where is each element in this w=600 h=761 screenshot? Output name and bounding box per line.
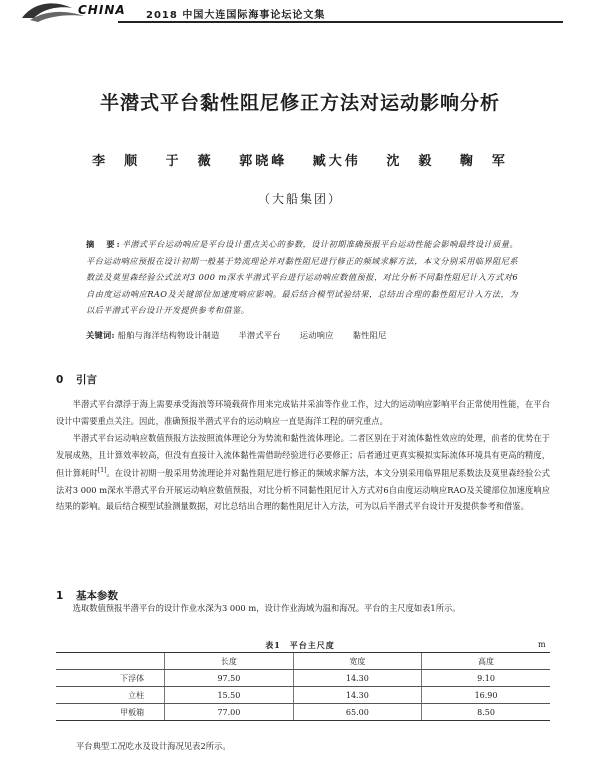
- section-number: 1: [56, 590, 64, 602]
- keywords: [86, 330, 536, 341]
- table-cell: 65.00: [293, 704, 421, 721]
- paper-title: 半潜式平台黏性阻尼修正方法对运动影响分析: [99, 92, 500, 114]
- table-cell: 9.10: [422, 670, 550, 687]
- keyword: 船舶与海洋结构物设计制造: [117, 330, 220, 340]
- params-paragraph: 选取数值预报半潜平台的设计作业水深为3 000 m，设计作业海域为温和海况。平台的主尺度如表1所示。: [72, 603, 461, 613]
- keywords-label: 关键词:: [86, 330, 115, 340]
- abstract: [86, 236, 518, 319]
- header-rule: [118, 21, 563, 23]
- table-header-row: [56, 653, 550, 670]
- table-header-cell: 高度: [422, 653, 550, 670]
- section-title: 引言: [76, 374, 97, 386]
- author-list: [0, 150, 600, 169]
- intro-paragraph-2-text: 半潜式平台运动响应数值预报方法按照流体理论分为势流和黏性流体理论。二者区别在于对流体黏性效应的处理，前者的优势在于发展成熟，且计算效率较高，但没有直接计入流体黏性需借助经验进行必要修正；后者通过更真实模拟实际流体环境具有更高的精度，但计算耗时: [56, 433, 550, 478]
- author: 沈 毅: [386, 154, 435, 169]
- table-header-cell: 宽度: [293, 653, 421, 670]
- table-cell: 14.30: [293, 687, 421, 704]
- table-cell: 14.30: [293, 670, 421, 687]
- table-cell-name: 下浮体: [56, 670, 165, 687]
- author: 李 顺: [92, 154, 141, 169]
- keyword: 黏性阻尼: [352, 330, 387, 340]
- table-row: [56, 704, 550, 721]
- intro-paragraph-2: [56, 430, 550, 515]
- table-cell: 8.50: [422, 704, 550, 721]
- table-header-cell: [56, 653, 165, 670]
- citation-ref: [1]: [97, 467, 107, 475]
- abstract-label: 摘 要:: [86, 239, 122, 249]
- abstract-text: 半潜式平台运动响应是平台设计重点关心的参数，设计初期准确预报平台运动性能会影响最终设计质量。平台运动响应预报在设计初期一般基于势流理论并对黏性阻尼进行修正的频域求解方法，本文分别采用临界阻尼系数法及莫里森经验公式法对3 000 m深水半潜式平台进行运动响应数值预报，对比分析不同黏性阻尼计入方式对6自由度运动响应RAO及关键部位加速度响应影响。最后结合模型试验结果，总结出合理的黏性阻尼计入方法，为以后半潜式平台设计开发提供参考和借鉴。: [86, 239, 518, 315]
- after-table-text: 平台典型工况吃水及设计海况见表2所示。: [76, 741, 231, 751]
- affiliation: （大船集团）: [257, 192, 342, 206]
- author: 于 薇: [165, 154, 214, 169]
- table-row: [56, 687, 550, 704]
- table-row: [56, 670, 550, 687]
- intro-paragraph-2-text-cont: 。在设计初期一般采用势流理论并对黏性阻尼进行修正的频域求解方法，本文分别采用临界阻尼系数法及莫里森经验公式法对3 000 m深水半潜式平台开展运动响应数值预报，对比分析不同黏性阻尼计入方式对6自由度运动响应RAO及关键部位加速度响应结果的影响。最后结合模型试验测量数据，对比总结出合理的黏性阻尼计入方法，可为以后半潜式平台设计开发提供参考和借鉴。: [56, 467, 550, 512]
- section-heading-intro: [56, 372, 97, 387]
- table-caption: 表1 平台主尺度: [265, 640, 335, 650]
- table-cell: 16.90: [422, 687, 550, 704]
- author: 郭晓峰: [239, 154, 288, 169]
- section-number: 0: [56, 374, 64, 386]
- proceedings-title: 2018 中国大连国际海事论坛论文集: [146, 10, 326, 21]
- dimensions-table: [56, 652, 550, 721]
- keyword: 半潜式平台: [238, 330, 281, 340]
- keyword: 运动响应: [299, 330, 334, 340]
- table-cell: 77.00: [165, 704, 293, 721]
- intro-paragraph-1: 半潜式平台漂浮于海上需要承受海浪等环境载荷作用来完成钻井采油等作业工作，过大的运动响应影响平台正常使用性能，在平台设计中需要重点关注。因此，准确预报半潜式平台的运动响应一直是海洋工程的研究重点。: [56, 399, 550, 426]
- section-title: 基本参数: [76, 590, 118, 602]
- author: 臧大伟: [312, 154, 361, 169]
- logo-text: CHINA: [78, 3, 126, 17]
- table-cell: 97.50: [165, 670, 293, 687]
- author: 鞠 军: [459, 154, 508, 169]
- table-cell: 15.50: [165, 687, 293, 704]
- table-header-cell: 长度: [165, 653, 293, 670]
- table-unit: m: [538, 640, 546, 649]
- table-cell-name: 甲板箱: [56, 704, 165, 721]
- page-header: [0, 0, 600, 24]
- table-cell-name: 立柱: [56, 687, 165, 704]
